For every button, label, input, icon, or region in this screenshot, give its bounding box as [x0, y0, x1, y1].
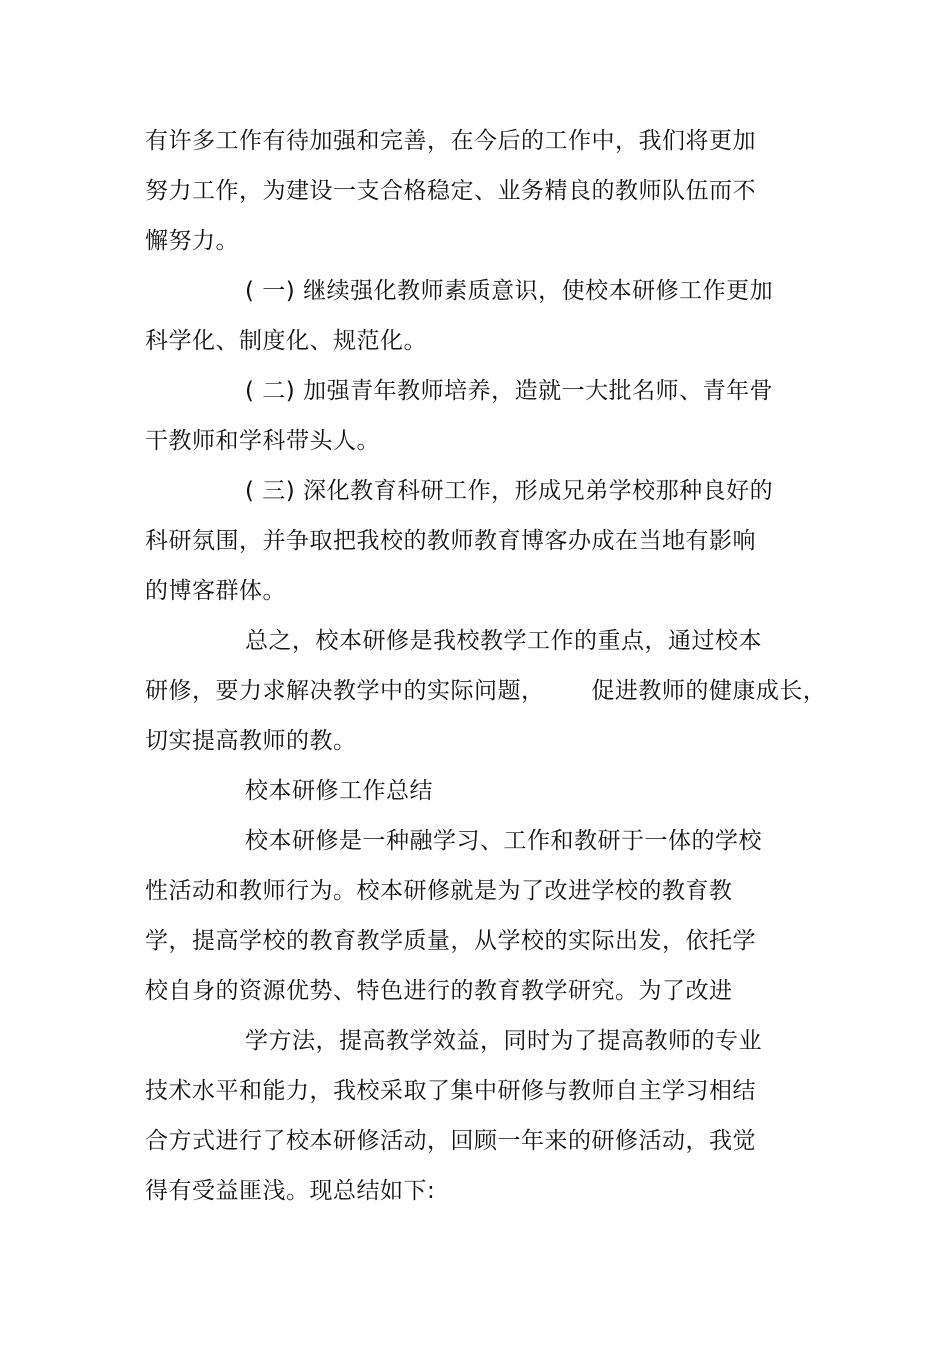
text-line: 校本研修是一种融学习、工作和教研于一体的学校	[245, 828, 762, 854]
text-line: 研修，要力求解决教学中的实际问题， 促进教师的健康成长，	[145, 678, 827, 704]
text-line: 懈努力。	[145, 228, 239, 254]
text-line: 合方式进行了校本研修活动，回顾一年来的研修活动，我觉	[145, 1128, 756, 1154]
text-line: 的博客群体。	[145, 578, 286, 604]
text-line: 科研氛围，并争取把我校的教师教育博客办成在当地有影响	[145, 528, 756, 554]
text-line: ( 二) 加强青年教师培养，造就一大批名师、青年骨	[245, 378, 774, 404]
text-line: 有许多工作有待加强和完善，在今后的工作中，我们将更加	[145, 128, 756, 154]
text-line: ( 三) 深化教育科研工作，形成兄弟学校那种良好的	[245, 478, 774, 504]
text-line: 技术水平和能力，我校采取了集中研修与教师自主学习相结	[145, 1078, 756, 1104]
text-line: 学，提高学校的教育教学质量，从学校的实际出发，依托学	[145, 928, 756, 954]
text-line: 得有受益匪浅。现总结如下:	[145, 1178, 436, 1204]
text-line: 校自身的资源优势、特色进行的教育教学研究。为了改进	[145, 978, 733, 1004]
text-line: 性活动和教师行为。校本研修就是为了改进学校的教育教	[145, 878, 733, 904]
text-line: 科学化、制度化、规范化。	[145, 328, 427, 354]
text-line: 切实提高教师的教。	[145, 728, 357, 754]
text-line: 总之，校本研修是我校教学工作的重点，通过校本	[245, 628, 762, 654]
text-line: ( 一) 继续强化教师素质意识，使校本研修工作更加	[245, 278, 774, 304]
section-title: 校本研修工作总结	[245, 778, 433, 804]
text-line: 学方法，提高教学效益，同时为了提高教师的专业	[245, 1028, 762, 1054]
text-line: 干教师和学科带头人。	[145, 428, 380, 454]
text-line: 努力工作，为建设一支合格稳定、业务精良的教师队伍而不	[145, 178, 756, 204]
